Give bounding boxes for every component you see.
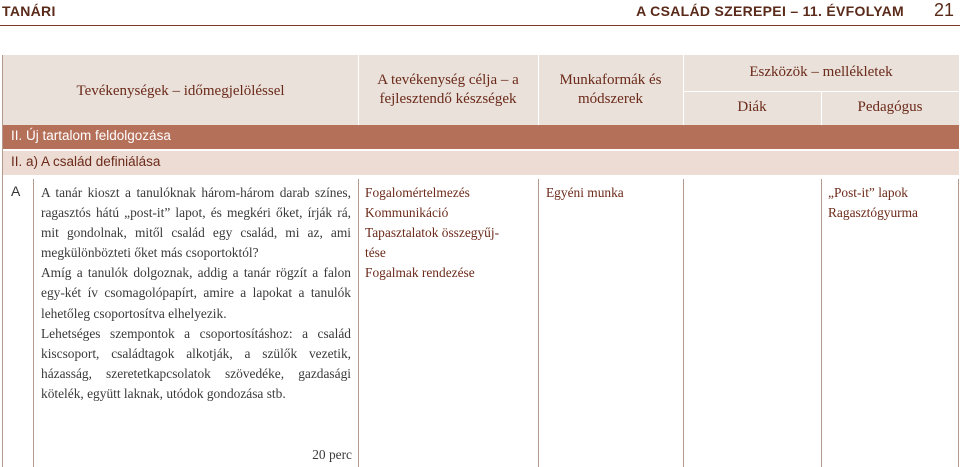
running-head-right: A CSALÁD SZEREPEI – 11. ÉVFOLYAM bbox=[636, 3, 904, 19]
subsection-title: II. a) A család definiálása bbox=[3, 151, 959, 175]
activity-paragraph: Lehetséges szempontok a csoportosításhoz: a család kiscsoport, családtagok alkotják, a szülők vezetik, házasság, szeretetkapcsolatok szövedéke, gazdasági kötelék, együtt laknak, utódok gondozása stb. bbox=[41, 325, 351, 401]
goal-item: tése bbox=[365, 245, 386, 261]
table-row bbox=[3, 179, 959, 467]
running-head bbox=[0, 0, 960, 24]
column-divider bbox=[33, 179, 34, 467]
header-divider bbox=[821, 91, 822, 125]
teacher-tools bbox=[828, 183, 958, 223]
header-tools-label: Eszközök – mellékletek bbox=[749, 64, 893, 80]
header-student-label: Diák bbox=[737, 99, 767, 115]
header-divider bbox=[538, 55, 539, 125]
page-number: 21 bbox=[933, 0, 954, 20]
row-letter: A bbox=[11, 183, 21, 199]
running-head-left: TANÁRI bbox=[2, 3, 56, 19]
activity-paragraph: A tanár kioszt a tanulóknak három-három darab színes, ragasztós hátú „post-it” lapot, és megkéri őket, írják rá, mit gondolnak, mitől család egy család, mi az, ami megkülönbözteti őket más csoportoktól? bbox=[41, 185, 351, 261]
header-rule bbox=[0, 25, 960, 26]
header-forms bbox=[538, 55, 683, 125]
header-forms-line1: Munkaformák és bbox=[559, 72, 662, 88]
goal-item: Tapasztalatok összegyűj- bbox=[365, 225, 500, 241]
header-forms-line2: módszerek bbox=[578, 91, 643, 107]
column-divider bbox=[683, 179, 684, 467]
lesson-table bbox=[2, 55, 958, 467]
header-divider bbox=[358, 55, 359, 125]
column-divider bbox=[958, 179, 959, 467]
column-divider bbox=[358, 179, 359, 467]
tool-item: Ragasztógyurma bbox=[828, 205, 918, 221]
header-goal-line2: fejlesztendő készségek bbox=[379, 91, 517, 107]
column-divider bbox=[821, 179, 822, 467]
header-goal bbox=[358, 55, 538, 125]
activity-paragraph: Amíg a tanulók dolgoznak, addig a tanár rögzít a falon egy-két ív csomagolópapírt, amire a lapokat a tanulók lehetőleg csoportosítva elhelyezik. bbox=[41, 265, 351, 321]
work-form: Egyéni munka bbox=[546, 185, 624, 200]
activity-duration: 20 perc bbox=[312, 447, 352, 462]
goal-item: Fogalomértelmezés bbox=[365, 185, 470, 200]
goal-item: Fogalmak rendezése bbox=[365, 265, 475, 281]
column-divider bbox=[538, 179, 539, 467]
goals-list bbox=[365, 183, 535, 283]
header-divider bbox=[683, 55, 684, 125]
activity-text bbox=[41, 183, 351, 404]
section-title: II. Új tartalom feldolgozása bbox=[3, 125, 959, 149]
header-activities bbox=[3, 55, 358, 125]
tool-item: „Post-it” lapok bbox=[828, 185, 908, 200]
goal-item: Kommunikáció bbox=[365, 205, 449, 221]
header-goal-line1: A tevékenység célja – a bbox=[377, 72, 519, 88]
header-teacher-label: Pedagógus bbox=[857, 99, 923, 115]
header-activities-label: Tevékenységek – időmegjelöléssel bbox=[76, 82, 285, 99]
